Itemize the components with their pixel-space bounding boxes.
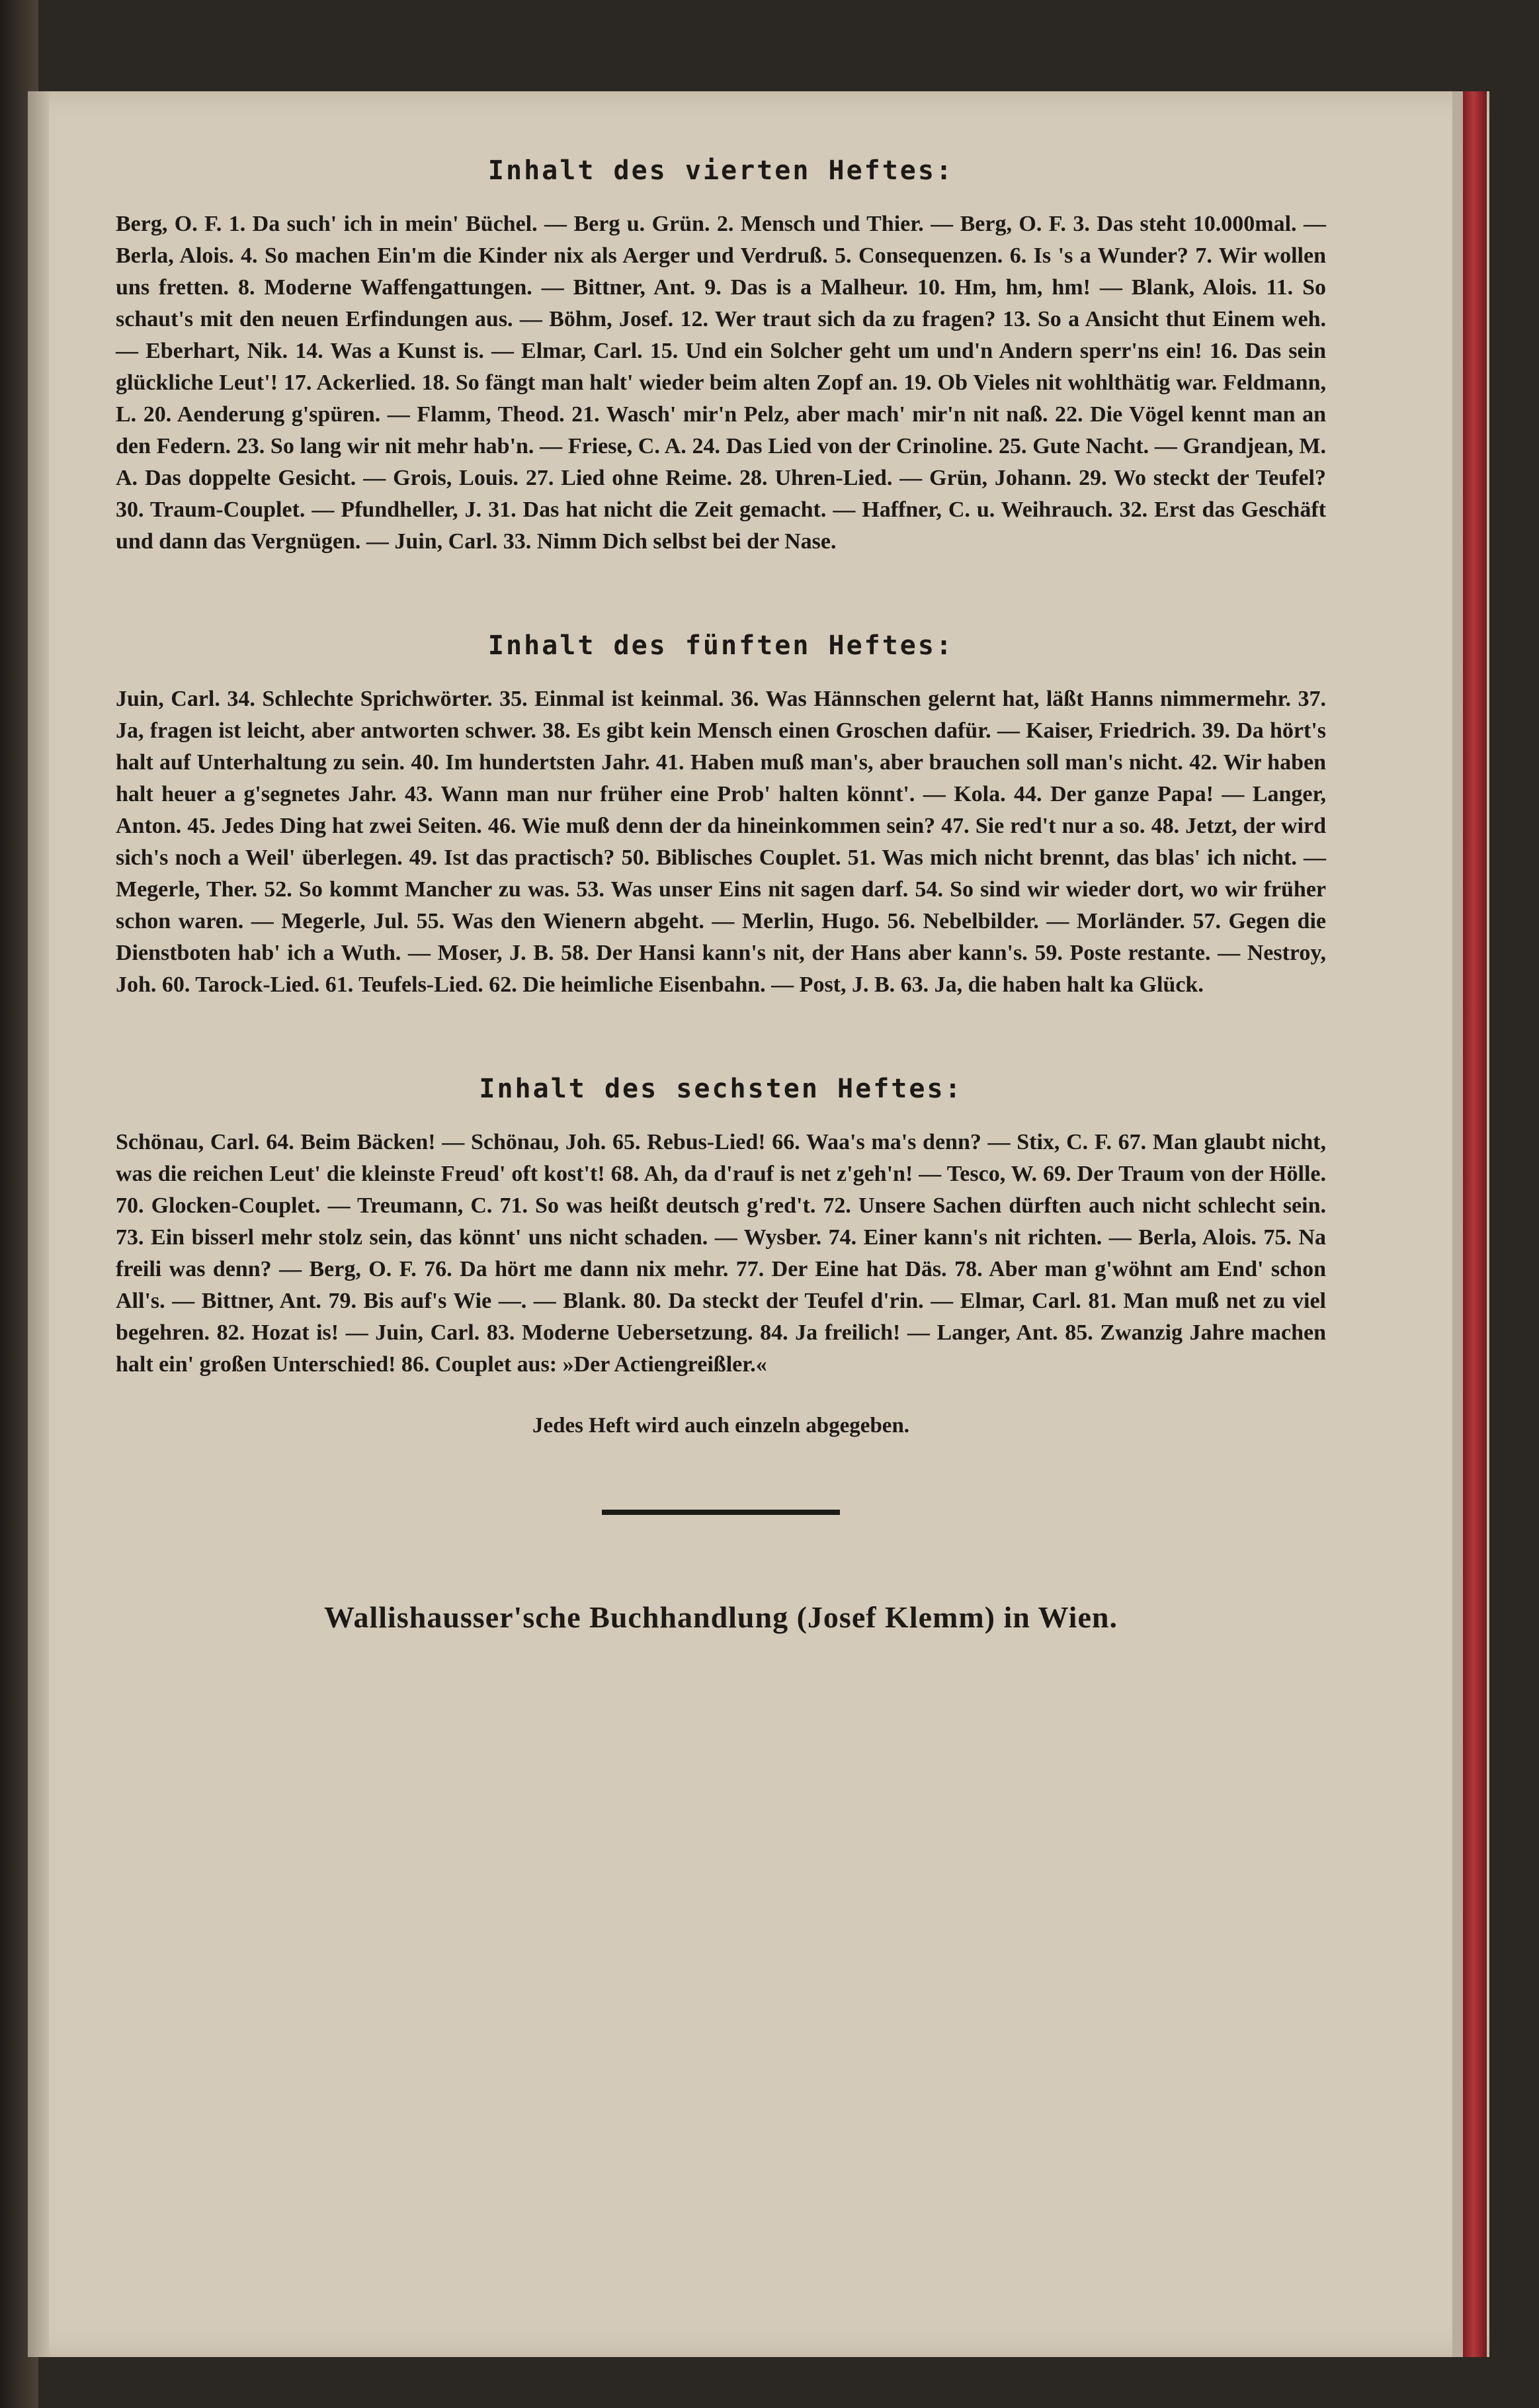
page-stack-edge	[1452, 91, 1463, 2357]
divider-rule	[602, 1510, 840, 1515]
page-content	[116, 155, 1326, 1635]
section-contents: Juin, Carl. 34. Schlechte Sprichwörter. 35. Einmal ist keinmal. 36. Was Hännschen gelernt hat, läßt Hanns nimmermehr. 37. Ja, fragen ist leicht, aber antworten schwer. 38. Es gibt kein Mensch einen Groschen dafür. — Kaiser, Friedrich. 39. Da hört's halt auf Unterhaltung zu sein. 40. Im hundertsten Jahr. 41. Haben muß man's, aber brauchen soll man's nicht. 42. Wir haben halt heuer a g'segnetes Jahr. 43. Wann man nur früher eine Prob' halten könnt'. — Kola. 44. Der ganze Papa! — Langer, Anton. 45. Jedes Ding hat zwei Seiten. 46. Wie muß denn der da hineinkommen sein? 47. Sie red't nur a so. 48. Jetzt, der wird sich's noch a Weil' überlegen. 49. Ist das practisch? 50. Biblisches Couplet. 51. Was mich nicht brennt, das blas' ich nicht. — Megerle, Ther. 52. So kommt Mancher zu was. 53. Was unser Eins nit sagen darf. 54. So sind wir wieder dort, wo wir früher schon waren. — Megerle, Jul. 55. Was den Wienern abgeht. — Merlin, Hugo. 56. Nebelbilder. — Morländer. 57. Gegen die Dienstboten hab' ich a Wuth. — Moser, J. B. 58. Der Hansi kann's nit, der Hans aber kann's. 59. Poste restante. — Nestroy, Joh. 60. Tarock-Lied. 61. Teufels-Lied. 62. Die heimliche Eisenbahn. — Post, J. B. 63. Ja, die haben halt ka Glück.	[116, 687, 1326, 997]
single-issue-note: Jedes Heft wird auch einzeln abgegeben.	[532, 1414, 910, 1438]
section-contents: Berg, O. F. 1. Da such' ich in mein' Büchel. — Berg u. Grün. 2. Mensch und Thier. — Berg, O. F. 3. Das steht 10.000mal. — Berla, Alois. 4. So machen Ein'm die Kinder nix als Aerger und Verdruß. 5. Consequenzen. 6. Is 's a Wunder? 7. Wir wollen uns fretten. 8. Moderne Waffengattungen. — Bittner, Ant. 9. Das is a Malheur. 10. Hm, hm, hm! — Blank, Alois. 11. So schaut's mit den neuen Erfindungen aus. — Böhm, Josef. 12. Wer traut sich da zu fragen? 13. So a Ansicht thut Einem weh. — Eberhart, Nik. 14. Was a Kunst is. — Elmar, Carl. 15. Und ein Solcher geht um und'n Andern sperr'ns ein! 16. Das sein glückliche Leut'! 17. Ackerlied. 18. So fängt man halt' wieder beim alten Zopf an. 19. Ob Vieles nit wohlthätig war. Feldmann, L. 20. Aenderung g'spüren. — Flamm, Theod. 21. Wasch' mir'n Pelz, aber mach' mir'n nit naß. 22. Die Vögel kennt man an den Federn. 23. So lang wir nit mehr hab'n. — Friese, C. A. 24. Das Lied von der Crinoline. 25. Gute Nacht. — Grandjean, M. A. Das doppelte Gesicht. — Grois, Louis. 27. Lied ohne Reime. 28. Uhren-Lied. — Grün, Johann. 29. Wo steckt der Teufel? 30. Traum-Couplet. — Pfundheller, J. 31. Das hat nicht die Zeit gemacht. — Haffner, C. u. Weihrauch. 32. Erst das Geschäft und dann das Vergnügen. — Juin, Carl. 33. Nimm Dich selbst bei der Nase.	[116, 212, 1326, 554]
section-fourth-issue	[116, 155, 1326, 558]
section-heading: Inhalt des fünften Heftes:	[487, 630, 954, 661]
section-contents: Schönau, Carl. 64. Beim Bäcken! — Schönau, Joh. 65. Rebus-Lied! 66. Waa's ma's denn? — Stix, C. F. 67. Man glaubt nicht, was die reichen Leut' die kleinste Freud' oft kost't! 68. Ah, da d'rauf is net z'geh'n! — Tesco, W. 69. Der Traum von der Hölle. 70. Glocken-Couplet. — Treumann, C. 71. So was heißt deutsch g'red't. 72. Unsere Sachen dürften auch nicht schlecht sein. 73. Ein bisserl mehr stolz sein, das könnt' uns nicht schaden. — Wysber. 74. Einer kann's nit richten. — Berla, Alois. 75. Na freili was denn? — Berg, O. F. 76. Da hört me dann nix mehr. 77. Der Eine hat Däs. 78. Aber man g'wöhnt am End' schon All's. — Bittner, Ant. 79. Bis auf's Wie —. — Blank. 80. Da steckt der Teufel d'rin. — Elmar, Carl. 81. Man muß net zu viel begehren. 82. Hozat is! — Juin, Carl. 83. Moderne Uebersetzung. 84. Ja freilich! — Langer, Ant. 85. Zwanzig Jahre machen halt ein' großen Unterschied! 86. Couplet aus: »Der Actiengreißler.«	[116, 1130, 1326, 1377]
page-gutter	[28, 91, 49, 2357]
publisher-imprint: Wallishausser'sche Buchhandlung (Josef Klemm) in Wien.	[324, 1600, 1118, 1634]
red-page-edge	[1463, 91, 1487, 2357]
section-fifth-issue	[116, 630, 1326, 1001]
section-heading: Inhalt des vierten Heftes:	[487, 155, 954, 186]
section-sixth-issue	[116, 1074, 1326, 1381]
section-heading: Inhalt des sechsten Heftes:	[479, 1074, 963, 1104]
